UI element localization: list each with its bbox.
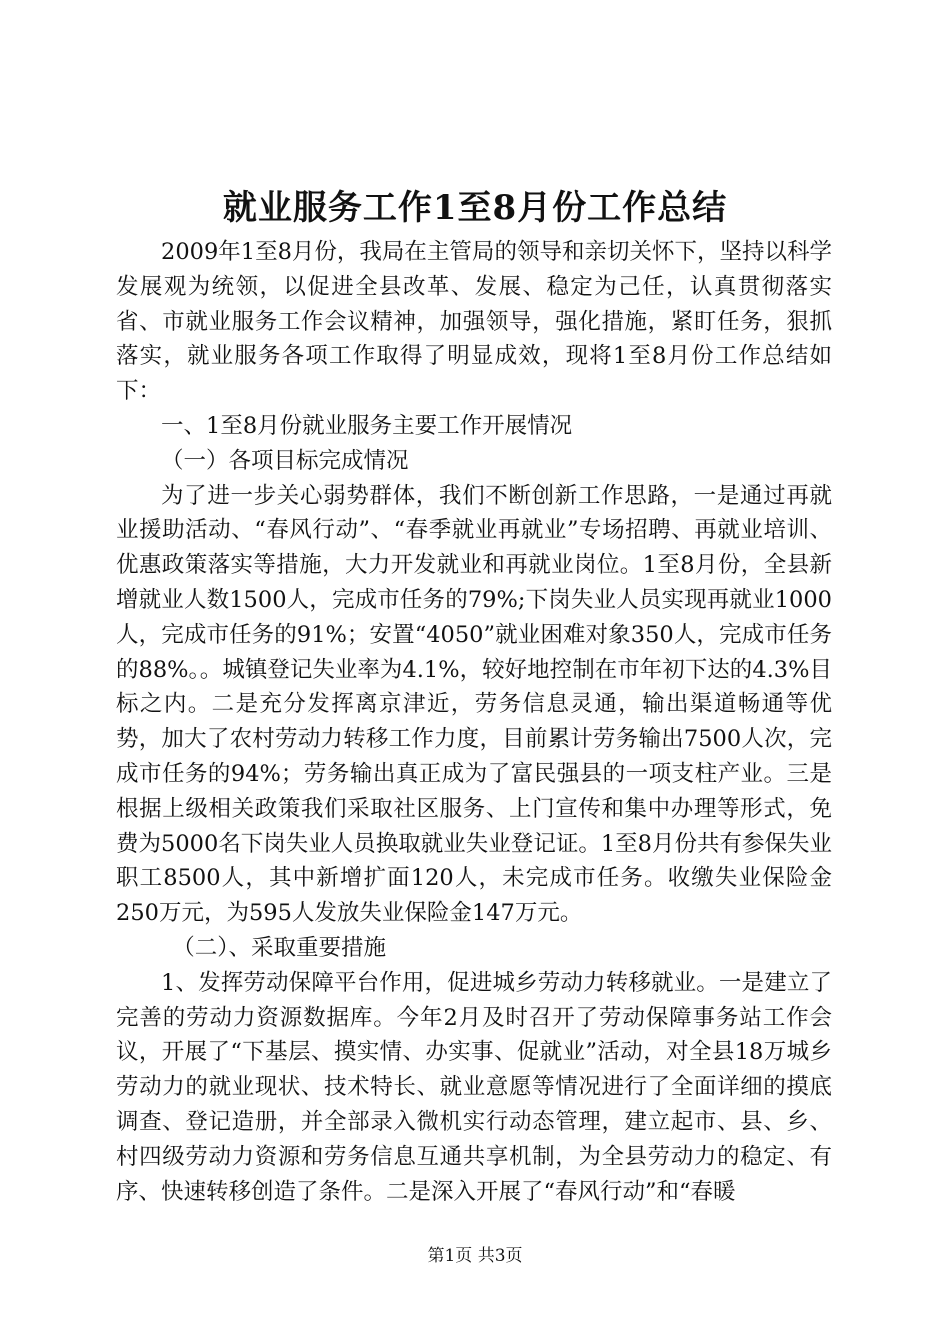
subsection-heading-2: （二）、采取重要措施 [172, 934, 387, 961]
intro-paragraph: 2009年1至8月份，我局在主管局的领导和亲切关怀下，坚持以科学发展观为统领，以促进全县改革、发展、稳定为己任，认真贯彻落实省、市就业服务工作会议精神，加强领导，强化措施，紧盯任务，狠抓落实，就业服务各项工作取得了明显成效，现将1至8月份工作总结如下： [116, 239, 832, 405]
measures-paragraph: 1、发挥劳动保障平台作用，促进城乡劳动力转移就业。一是建立了完善的劳动力资源数据库。今年2月及时召开了劳动保障事务站工作会议，开展了“下基层、摸实情、办实事、促就业”活动，对全县18万城乡劳动力的就业现状、技术特长、就业意愿等情况进行了全面详细的摸底调查、登记造册，并全部录入微机实行动态管理，建立起市、县、乡、村四级劳动力资源和劳务信息互通共享机制，为全县劳动力的稳定、有序、快速转移创造了条件。二是深入开展了“春风行动”和“春暖 [116, 969, 832, 1205]
document-body [116, 235, 832, 1209]
subsection-heading-1: （一）各项目标完成情况 [161, 447, 409, 474]
section-heading-1: 一、1至8月份就业服务主要工作开展情况 [161, 412, 573, 439]
targets-paragraph: 为了进一步关心弱势群体，我们不断创新工作思路，一是通过再就业援助活动、“春风行动”、“春季就业再就业”专场招聘、再就业培训、优惠政策落实等措施，大力开发就业和再就业岗位。1至8月份，全县新增就业人数1500人，完成市任务的79%;下岗失业人员实现再就业1000人，完成市任务的91%；安置“4050”就业困难对象350人，完成市任务的88%。。城镇登记失业率为4.1%，较好地控制在市年初下达的4.3%目标之内。二是充分发挥离京津近，劳务信息灵通，输出渠道畅通等优势，加大了农村劳动力转移工作力度，目前累计劳务输出7500人次，完成市任务的94%；劳务输出真正成为了富民强县的一项支柱产业。三是根据上级相关政策我们采取社区服务、上门宣传和集中办理等形式，免费为5000名下岗失业人员换取就业失业登记证。1至8月份共有参保失业职工8500人，其中新增扩面120人，未完成市任务。收缴失业保险金250万元，为595人发放失业保险金147万元。 [116, 482, 832, 927]
document-title: 就业服务工作1至8月份工作总结 [222, 188, 728, 228]
page-footer: 第1页 共3页 [427, 1246, 523, 1266]
